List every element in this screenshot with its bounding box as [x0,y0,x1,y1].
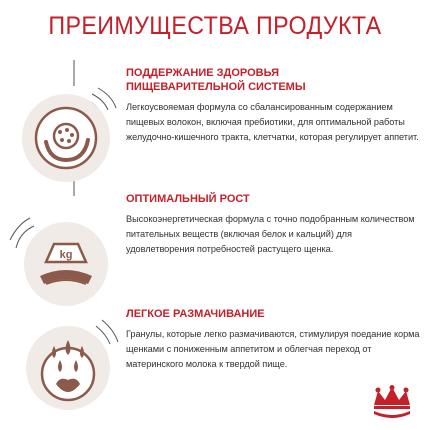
benefit-heading: ЛЕГКОЕ РАЗМАЧИВАНИЕ [126,308,265,320]
water-drops-icon [18,318,118,423]
benefit-easy-soaking [126,307,426,372]
benefit-heading: ПОДДЕРЖАНИЕ ЗДОРОВЬЯ ПИЩЕВАРИТЕЛЬНОЙ СИСТЕМЫ [126,67,306,93]
benefit-optimal-growth [126,192,426,257]
benefit-digestive-health [126,66,426,145]
benefit-text: Гранулы, которые легко размачиваются, стимулируя поедание корма щенками с пониженным аппетитом и облегчая переход от материнского молока к твердой пище. [126,329,420,369]
benefit-text: Легкоусвояемая формула со сбалансированным содержанием пищевых волокон, включая пребиотики, для оптимальной работы желудочно-кишечного тракта, клетчатки, которая регулирует аппетит. [126,102,419,142]
benefit-heading: ОПТИМАЛЬНЫЙ РОСТ [126,193,250,205]
stomach-icon [14,86,118,195]
benefit-text: Высокоэнергетическая формула с точно подобранным количеством питательных веществ (включая белок и кальций) для удовлетворения потребностей растущего щенка. [126,214,415,254]
weight-scale-icon [16,214,116,319]
brand-crown-logo [368,385,416,424]
kg-label: kg [59,249,73,261]
page-title: ПРЕИМУЩЕСТВА ПРОДУКТА [48,12,382,40]
